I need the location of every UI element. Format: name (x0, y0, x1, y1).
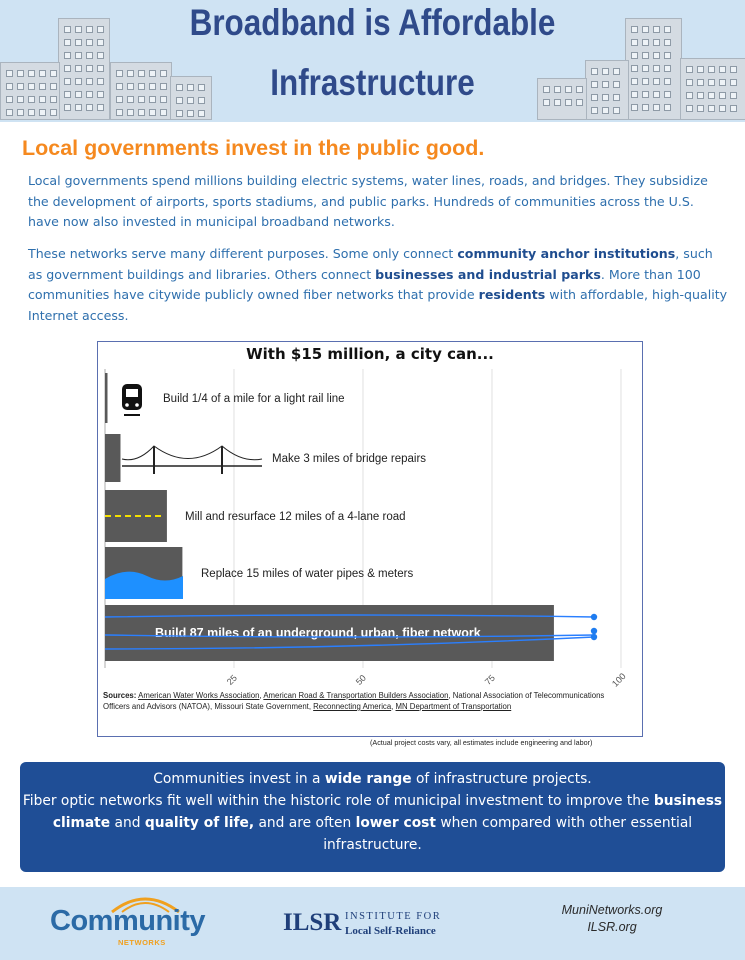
window-icon (149, 96, 156, 103)
window-icon (149, 83, 156, 90)
window-icon (198, 110, 205, 117)
window-icon (664, 78, 671, 85)
window-icon (176, 110, 183, 117)
window-icon (127, 96, 134, 103)
intro-paragraph: Local governments spend millions building electric systems, water lines, roads, and bridges. They subsidize the development of airports, sports stadiums, and public parks. Hundreds of communities across the U.S. have now also invested in municipal broadband networks. (28, 173, 708, 229)
fiber-endpoint (591, 628, 597, 634)
window-icon (176, 97, 183, 104)
bridge-icon (122, 446, 262, 474)
window-icon (642, 65, 649, 72)
x-tick-label: 75 (482, 672, 497, 687)
bar-label: Build 1/4 of a mile for a light rail line (163, 393, 345, 405)
window-icon (39, 96, 46, 103)
fiber-endpoint (591, 614, 597, 620)
section-heading: Local governments invest in the public good. (22, 136, 485, 160)
window-icon (708, 92, 715, 99)
window-icon (686, 92, 693, 99)
window-icon (613, 107, 620, 114)
window-icon (50, 70, 57, 77)
window-icon (602, 94, 609, 101)
window-icon (50, 96, 57, 103)
window-icon (565, 99, 572, 106)
window-icon (576, 86, 583, 93)
bar-label: Replace 15 miles of water pipes & meters (201, 568, 414, 580)
window-icon (86, 26, 93, 33)
window-icon (642, 39, 649, 46)
window-icon (75, 52, 82, 59)
window-icon (653, 78, 660, 85)
window-icon (50, 109, 57, 116)
window-icon (6, 109, 13, 116)
window-icon (75, 26, 82, 33)
window-icon (686, 105, 693, 112)
window-icon (39, 109, 46, 116)
bar-label: Build 87 miles of an underground, urban, fiber network (155, 626, 481, 640)
x-tick-label: 25 (224, 672, 239, 687)
window-icon (6, 70, 13, 77)
emphasis-residents: residents (478, 287, 546, 302)
window-icon (719, 92, 726, 99)
window-icon (697, 92, 704, 99)
window-icon (613, 94, 620, 101)
window-icon (642, 26, 649, 33)
purposes-paragraph: These networks serve many different purposes. Some only connect community anchor institutions, such as government buildings and libraries. Others connect businesses and industrial parks. More than 100 communities have citywide publicly owned fiber networks that provide residents with affordable, high-quality Internet access. (28, 246, 728, 323)
window-icon (631, 91, 638, 98)
window-icon (97, 91, 104, 98)
window-icon (708, 66, 715, 73)
window-icon (138, 109, 145, 116)
bar-chart (97, 341, 643, 737)
window-icon (719, 105, 726, 112)
window-icon (86, 65, 93, 72)
window-icon (631, 26, 638, 33)
window-icon (697, 79, 704, 86)
window-icon (138, 96, 145, 103)
window-icon (75, 78, 82, 85)
window-icon (75, 65, 82, 72)
url-muninetworks[interactable]: MuniNetworks.org (561, 903, 663, 917)
window-icon (116, 109, 123, 116)
window-icon (138, 83, 145, 90)
window-icon (719, 66, 726, 73)
window-icon (653, 65, 660, 72)
window-icon (686, 66, 693, 73)
chart-title: With $15 million, a city can... (246, 345, 494, 363)
window-icon (730, 66, 737, 73)
window-icon (591, 107, 598, 114)
header-band (0, 0, 745, 122)
window-icon (576, 99, 583, 106)
window-icon (653, 104, 660, 111)
window-icon (64, 78, 71, 85)
window-icon (64, 39, 71, 46)
window-icon (116, 96, 123, 103)
window-icon (86, 78, 93, 85)
window-icon (97, 39, 104, 46)
window-icon (116, 83, 123, 90)
emphasis-businesses: businesses and industrial parks (375, 266, 601, 282)
window-icon (719, 79, 726, 86)
window-icon (64, 26, 71, 33)
window-icon (664, 26, 671, 33)
window-icon (149, 70, 156, 77)
window-icon (664, 65, 671, 72)
window-icon (631, 52, 638, 59)
ilsr-logo: ILSR (283, 909, 342, 936)
window-icon (160, 109, 167, 116)
window-icon (17, 83, 24, 90)
window-icon (642, 104, 649, 111)
window-icon (631, 65, 638, 72)
window-icon (602, 68, 609, 75)
url-ilsr[interactable]: ILSR.org (587, 920, 637, 934)
page-title-line1: Broadband is Affordable (189, 2, 556, 43)
light-rail-icon (122, 384, 142, 415)
window-icon (127, 83, 134, 90)
bar-label: Mill and resurface 12 miles of a 4-lane road (185, 511, 406, 523)
window-icon (730, 79, 737, 86)
window-icon (664, 91, 671, 98)
window-icon (160, 96, 167, 103)
window-icon (653, 39, 660, 46)
window-icon (631, 104, 638, 111)
window-icon (631, 78, 638, 85)
callout-box: Communities invest in a wide range of infrastructure projects. Fiber optic networks fit well within the historic role of municipal investment to improve the business climate and quality of life, and are often lower cost when compared with other essential infrastructure. (20, 762, 725, 872)
window-icon (75, 91, 82, 98)
bar (105, 434, 120, 482)
window-icon (591, 81, 598, 88)
window-icon (127, 70, 134, 77)
ilsr-name-line1: INSTITUTE FOR (345, 911, 442, 922)
window-icon (116, 70, 123, 77)
community-networks-logo: Community (50, 905, 205, 937)
window-icon (28, 96, 35, 103)
window-icon (64, 52, 71, 59)
window-icon (75, 104, 82, 111)
window-icon (642, 91, 649, 98)
cost-note: (Actual project costs vary, all estimates include engineering and labor) (370, 738, 593, 747)
window-icon (591, 68, 598, 75)
window-icon (17, 96, 24, 103)
window-icon (602, 107, 609, 114)
emphasis-anchor-institutions: community anchor institutions (457, 246, 676, 261)
window-icon (591, 94, 598, 101)
window-icon (97, 65, 104, 72)
window-icon (6, 96, 13, 103)
window-icon (565, 86, 572, 93)
sources-note: Sources: American Water Works Association, American Road & Transportation Builders Association, National Association of Telecommunications Officers and Advisors (NATOA), Missouri State Government, Reconnecting America, MN Department of Transportation (103, 691, 605, 711)
window-icon (613, 81, 620, 88)
ilsr-name-line2: Local Self-Reliance (345, 925, 436, 937)
window-icon (602, 81, 609, 88)
window-icon (664, 39, 671, 46)
window-icon (97, 52, 104, 59)
window-icon (64, 65, 71, 72)
bar (105, 373, 108, 423)
window-icon (86, 91, 93, 98)
window-icon (17, 70, 24, 77)
window-icon (613, 68, 620, 75)
window-icon (697, 66, 704, 73)
window-icon (686, 79, 693, 86)
window-icon (97, 104, 104, 111)
window-icon (127, 109, 134, 116)
window-icon (653, 52, 660, 59)
window-icon (160, 83, 167, 90)
window-icon (64, 91, 71, 98)
window-icon (17, 109, 24, 116)
window-icon (642, 52, 649, 59)
window-icon (149, 109, 156, 116)
window-icon (28, 83, 35, 90)
window-icon (176, 84, 183, 91)
window-icon (64, 104, 71, 111)
window-icon (708, 79, 715, 86)
window-icon (138, 70, 145, 77)
bar-label: Make 3 miles of bridge repairs (272, 453, 427, 465)
window-icon (631, 39, 638, 46)
window-icon (39, 70, 46, 77)
window-icon (28, 70, 35, 77)
community-networks-sub: NETWORKS (118, 938, 166, 947)
window-icon (28, 109, 35, 116)
window-icon (86, 104, 93, 111)
window-icon (653, 26, 660, 33)
window-icon (653, 91, 660, 98)
window-icon (730, 105, 737, 112)
fiber-endpoint (591, 634, 597, 640)
window-icon (75, 39, 82, 46)
window-icon (642, 78, 649, 85)
window-icon (86, 39, 93, 46)
x-tick-label: 100 (610, 671, 628, 689)
window-icon (50, 83, 57, 90)
window-icon (187, 110, 194, 117)
footer-urls (527, 902, 697, 936)
window-icon (697, 105, 704, 112)
window-icon (664, 52, 671, 59)
x-tick-label: 50 (353, 672, 368, 687)
window-icon (39, 83, 46, 90)
window-icon (97, 78, 104, 85)
window-icon (708, 105, 715, 112)
window-icon (97, 26, 104, 33)
window-icon (730, 92, 737, 99)
window-icon (6, 83, 13, 90)
window-icon (664, 104, 671, 111)
window-icon (86, 52, 93, 59)
window-icon (160, 70, 167, 77)
page-title-line2: Infrastructure (270, 62, 475, 103)
